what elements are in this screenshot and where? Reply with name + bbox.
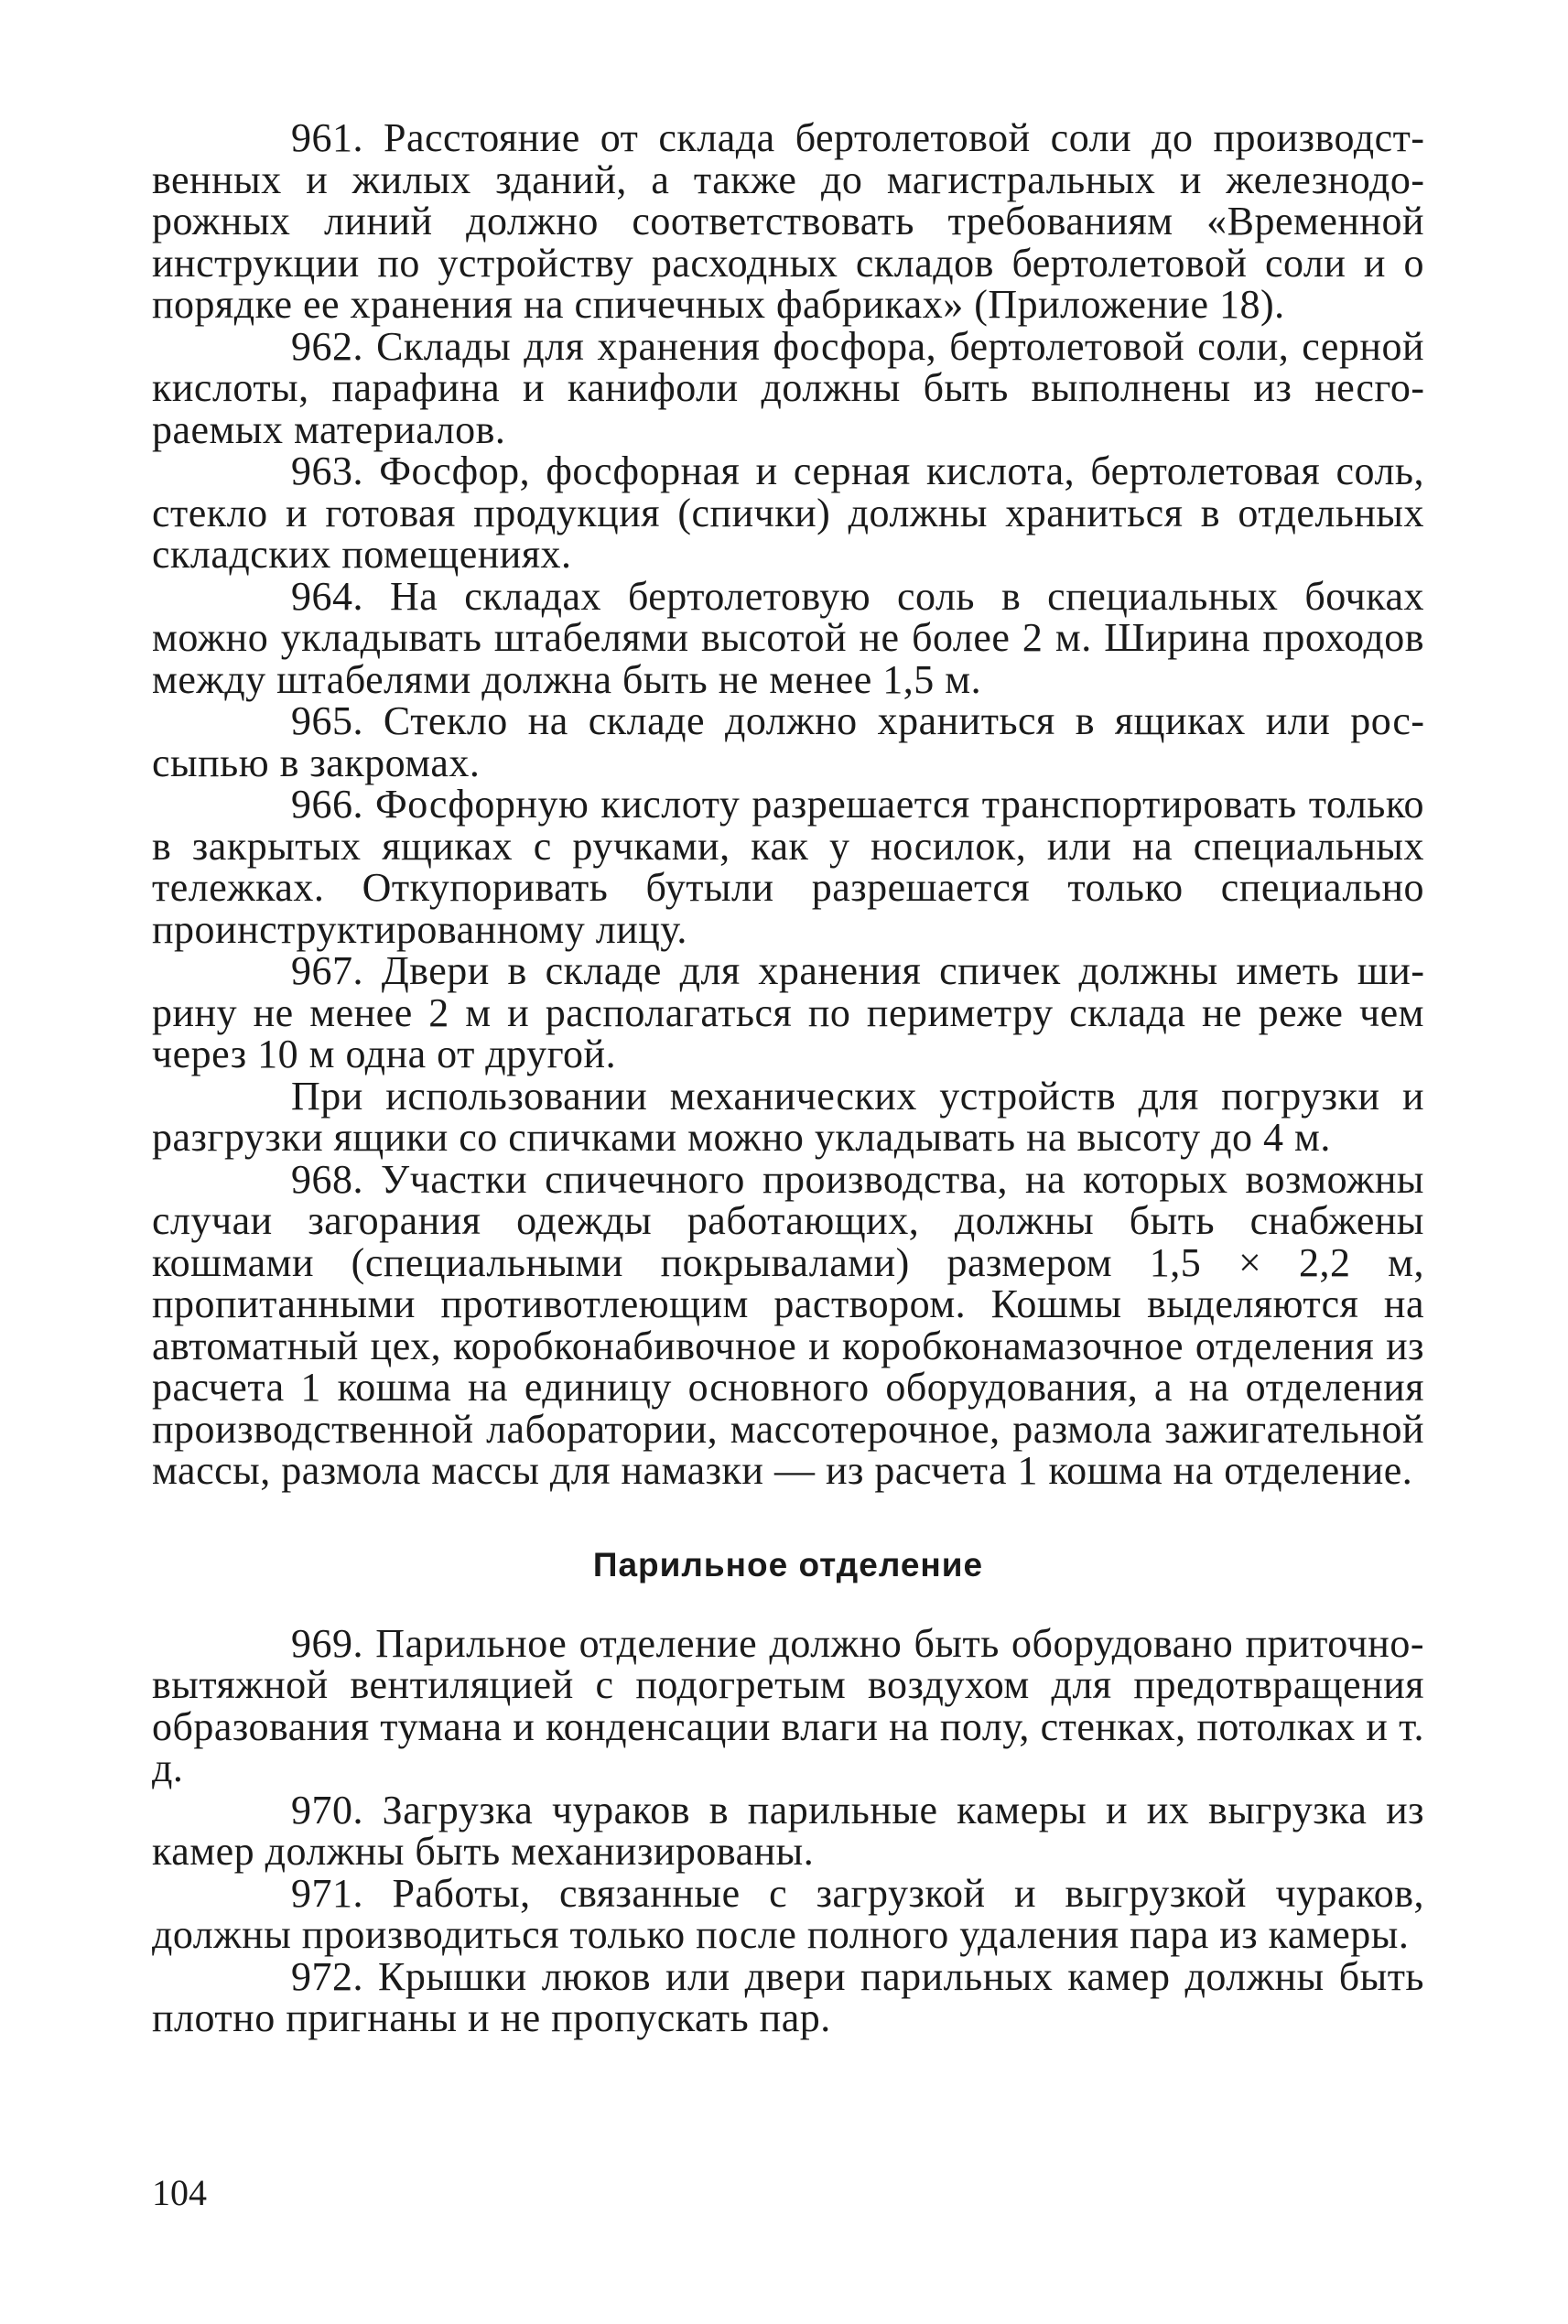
paragraph-970: 970. Загрузка чураков в парильные камеры и их выгрузка из камер должны быть механизированы. xyxy=(152,1787,1424,1874)
paragraph-965: 965. Стекло на складе должно храниться в ящиках или россыпью в закромах. xyxy=(152,698,1424,785)
paragraph-972: 972. Крышки люков или двери парильных камер должны быть плотно пригнаны и не пропускать пар. xyxy=(152,1953,1424,2040)
paragraph-966: 966. Фосфорную кислоту разрешается транспортировать только в закрытых ящиках с ручками, как у носилок, или на специальных тележках. Откупоривать бутыли разрешается только специально проинструктированному лицу. xyxy=(152,782,1424,952)
paragraph-968: 968. Участки спичечного производства, на которых возможны случаи загорания одежды работающих, должны быть снабжены кошмами (специальными покрывалами) размером 1,5 × 2,2 м, пропитанными противотлеющим раствором. Кошмы выделяются на автоматный цех, коробконабивочное и коробконамазочное отделения из расчета 1 кошма на единицу основного оборудования, а на отделения производственной лаборатории, массотерочное, размола зажигательной массы, размола массы для намазки — из расчета 1 кошма на отделение. xyxy=(152,1156,1424,1493)
page-body xyxy=(152,117,1424,2039)
paragraph-969: 969. Парильное отделение должно быть оборудовано приточно-вытяжной вентиляцией с подогретым воздухом для предотвращения образования тумана и конденсации влаги на полу, стенках, потолках и т. д. xyxy=(152,1620,1424,1790)
paragraph-964: 964. На складах бертолетовую соль в специальных бочках можно укладывать штабелями высотой не более 2 м. Ширина проходов между штабелями должна быть не менее 1,5 м. xyxy=(152,573,1424,702)
paragraph-971: 971. Работы, связанные с загрузкой и выгрузкой чураков, должны производиться только после полного удаления пара из камеры. xyxy=(152,1870,1424,1957)
paragraph-967-continued: При использовании механических устройств для погрузки и разгрузки ящики со спичками можно укладывать на высоту до 4 м. xyxy=(152,1073,1424,1160)
paragraph-963: 963. Фосфор, фосфорная и серная кислота, бертолетовая соль, стекло и готовая продукция (спички) должны храниться в отдельных складских помещениях. xyxy=(152,449,1424,577)
paragraph-961: 961. Расстояние от склада бертолетовой соли до производственных и жилых зданий, а также до магистральных и железнодорожных линий должно соответствовать требованиям «Временной инструкции по устройству расходных складов бертолетовой соли и о порядке ее хранения на спичечных фабриках» (Приложение 18). xyxy=(152,115,1424,327)
paragraph-962: 962. Склады для хранения фосфора, бертолетовой соли, серной кислоты, парафина и канифоли должны быть выполнены из несгораемых материалов. xyxy=(152,323,1424,452)
paragraph-967: 967. Двери в складе для хранения спичек должны иметь ширину не менее 2 м и располагаться по периметру склада не реже чем через 10 м одна от другой. xyxy=(152,948,1424,1076)
section-heading: Парильное отделение xyxy=(592,1545,984,1584)
page-number: 104 xyxy=(152,2172,207,2213)
